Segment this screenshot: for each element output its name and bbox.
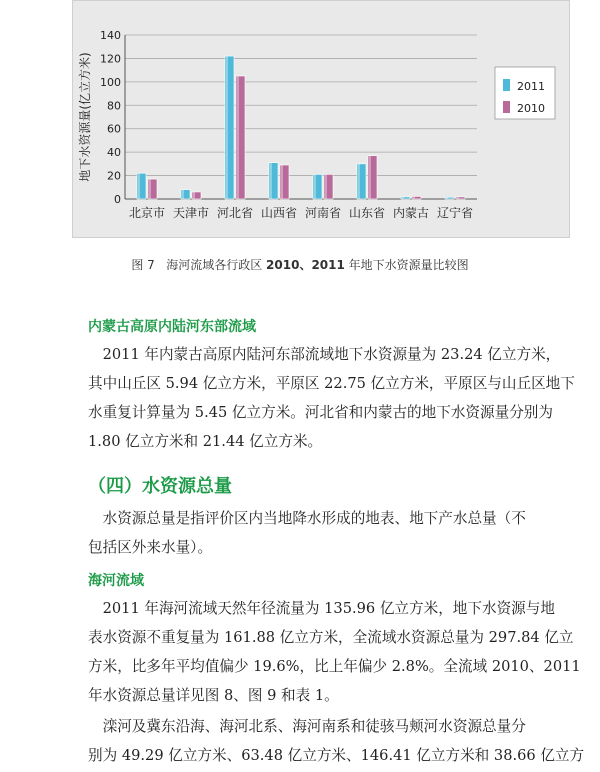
y-tick-label: 60 (107, 122, 121, 136)
y-axis-label: 地下水资源量(亿立方米) (78, 52, 92, 182)
bar-highlight (446, 197, 448, 199)
x-tick-label: 北京市 (128, 206, 166, 220)
bar-highlight (402, 197, 404, 199)
rivers-paragraph (88, 712, 585, 770)
caption-suffix: 年地下水资源量比较图 (344, 258, 469, 272)
paragraph-line: 2011 年海河流域天然年径流量为 135.96 亿立方米，地下水资源与地 (102, 600, 555, 617)
paragraph-line: 1.80 亿立方米和 21.44 亿立方米。 (88, 433, 323, 450)
section-4-heading: （四）水资源总量 (88, 476, 232, 497)
y-tick-label: 80 (107, 99, 121, 113)
paragraph-line: 水资源总量是指评价区内当地降水形成的地表、地下产水总量（不 (102, 510, 526, 527)
legend-swatch-2011 (503, 79, 510, 91)
bar-highlight (281, 165, 283, 199)
paragraph-line: 方米，比多年平均值偏少 19.6%，比上年偏少 2.8%。全流域 2010、2011 (88, 658, 581, 675)
y-tick-label: 120 (100, 52, 121, 66)
inner-mongolia-heading: 内蒙古高原内陆河东部流域 (88, 319, 256, 335)
caption-text: 海河流域各行政区 (166, 258, 267, 272)
legend-label-2010: 2010 (517, 102, 545, 115)
paragraph-line: 表水资源不重复量为 161.88 亿立方米，全流域水资源总量为 297.84 亿立 (88, 629, 574, 646)
x-tick-label: 山东省 (348, 206, 386, 220)
bar-highlight (226, 56, 228, 199)
y-tick-label: 20 (107, 169, 121, 183)
x-tick-label: 河北省 (216, 206, 254, 220)
bar-highlight (325, 174, 327, 199)
x-tick-label: 内蒙古 (392, 206, 430, 220)
bar-chart (73, 1, 569, 237)
y-tick-label: 140 (100, 29, 121, 42)
paragraph-line: 别为 49.29 亿立方米、63.48 亿立方米、146.41 亿立方米和 38.66 亿立方 (88, 747, 585, 764)
x-tick-label: 辽宁省 (436, 206, 474, 220)
bar-highlight (358, 164, 360, 199)
caption-prefix: 图 7 (131, 258, 155, 272)
paragraph-line: 其中山丘区 5.94 亿立方米，平原区 22.75 亿立方米，平原区与山丘区地下 (88, 375, 575, 392)
bar-highlight (369, 156, 371, 199)
paragraph-line: 2011 年内蒙古高原内陆河东部流域地下水资源量为 23.24 亿立方米， (102, 346, 561, 363)
bar-highlight (270, 163, 272, 199)
section-4-paragraph (88, 504, 556, 562)
inner-mongolia-paragraph (88, 340, 575, 456)
paragraph-line: 包括区外来水量）。 (88, 539, 213, 556)
paragraph-line: 水重复计算量为 5.45 亿立方米。河北省和内蒙古的地下水资源量分别为 (88, 404, 553, 421)
paragraph-line: 滦河及冀东沿海、海河北系、海河南系和徒骇马颊河水资源总量分 (102, 718, 526, 735)
bar-highlight (413, 196, 415, 199)
y-tick-label: 100 (100, 75, 121, 89)
figure-caption (0, 256, 600, 273)
bar-highlight (182, 190, 184, 199)
y-tick-label: 0 (114, 193, 121, 206)
bar-highlight (193, 192, 195, 199)
x-tick-label: 河南省 (304, 206, 342, 220)
haihe-paragraph (88, 594, 581, 710)
legend-label-2011: 2011 (517, 80, 545, 93)
bar-highlight (314, 174, 316, 199)
paragraph-line: 年水资源总量详见图 8、图 9 和表 1。 (88, 687, 339, 704)
bar-highlight (138, 173, 140, 199)
bar-highlight (237, 76, 239, 199)
haihe-heading: 海河流域 (88, 573, 144, 589)
bar-highlight (149, 179, 151, 199)
y-tick-label: 40 (107, 146, 121, 160)
legend-swatch-2010 (503, 101, 510, 113)
bar-highlight (457, 197, 459, 199)
chart-panel (72, 0, 570, 238)
caption-years: 2010、2011 (266, 258, 345, 272)
x-tick-label: 天津市 (172, 206, 210, 220)
x-tick-label: 山西省 (260, 206, 298, 220)
